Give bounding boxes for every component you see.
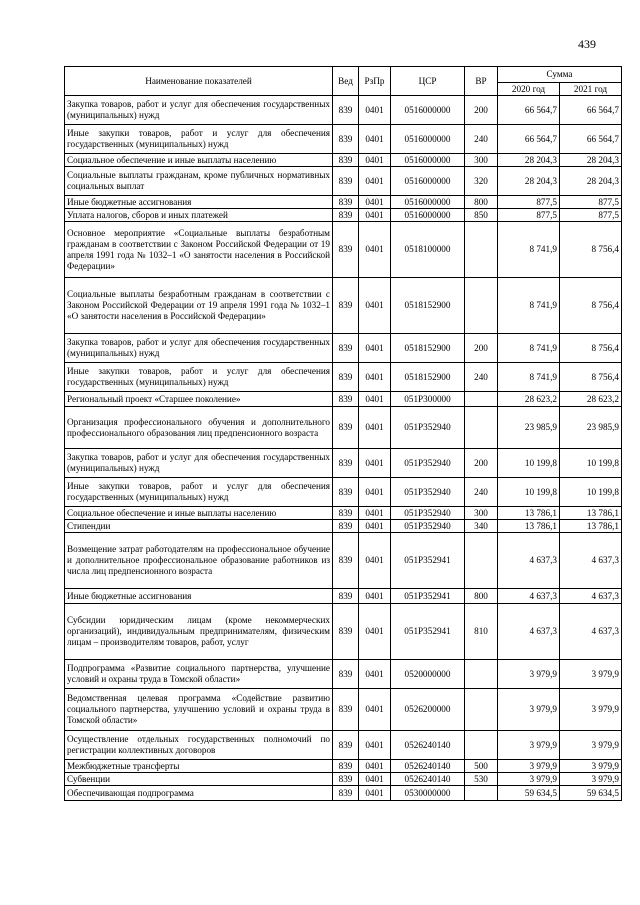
row-vr-cell [465,660,498,689]
row-vr-cell: 800 [465,196,498,209]
row-2021-value: 13 786,1 [560,520,622,533]
row-ved-cell: 839 [333,689,359,731]
row-ved-cell: 839 [333,660,359,689]
row-2020-value: 13 786,1 [498,520,560,533]
row-ved-cell: 839 [333,154,359,167]
header-ved: Вед [333,67,359,96]
row-rzpr-cell: 0401 [359,278,391,334]
row-name-cell: Межбюджетные трансферты [65,760,333,773]
row-2020-value: 3 979,9 [498,689,560,731]
row-2021-value: 10 199,8 [560,478,622,507]
table-row [65,334,622,363]
row-name-cell: Закупка товаров, работ и услуг для обеспечения государственных (муниципальных) нужд [65,334,333,363]
row-rzpr-cell: 0401 [359,520,391,533]
row-ved-cell: 839 [333,196,359,209]
row-vr-cell: 240 [465,478,498,507]
row-name-cell: Стипендии [65,520,333,533]
row-csr-cell: 051P352940 [391,478,465,507]
row-name-cell: Обеспечивающая подпрограмма [65,786,333,801]
table-row [65,760,622,773]
table-row [65,278,622,334]
row-csr-cell: 051P352941 [391,589,465,604]
table-row [65,167,622,196]
row-name-cell: Иные закупки товаров, работ и услуг для обеспечения государственных (муниципальных) нужд [65,478,333,507]
table-row [65,196,622,209]
row-vr-cell: 200 [465,334,498,363]
row-name-cell: Иные бюджетные ассигнования [65,589,333,604]
row-2020-value: 10 199,8 [498,449,560,478]
row-csr-cell: 0518152900 [391,278,465,334]
row-name-cell: Субвенции [65,773,333,786]
row-2021-value: 3 979,9 [560,760,622,773]
row-rzpr-cell: 0401 [359,363,391,392]
row-vr-cell [465,407,498,449]
row-2020-value: 8 741,9 [498,278,560,334]
row-ved-cell: 839 [333,167,359,196]
table-row [65,449,622,478]
row-2021-value: 8 756,4 [560,278,622,334]
table-row [65,589,622,604]
row-rzpr-cell: 0401 [359,407,391,449]
row-csr-cell: 0516000000 [391,196,465,209]
row-vr-cell: 320 [465,167,498,196]
row-2021-value: 10 199,8 [560,449,622,478]
table-row [65,222,622,278]
budget-table [64,66,622,801]
row-name-cell: Закупка товаров, работ и услуг для обеспечения государственных (муниципальных) нужд [65,449,333,478]
table-row [65,392,622,407]
row-rzpr-cell: 0401 [359,449,391,478]
row-name-cell: Подпрограмма «Развитие социального партнерства, улучшение условий и охраны труда в Томской области» [65,660,333,689]
table-row [65,96,622,125]
row-ved-cell: 839 [333,222,359,278]
row-2021-value: 3 979,9 [560,660,622,689]
row-ved-cell: 839 [333,407,359,449]
row-name-cell: Субсидии юридическим лицам (кроме некоммерческих организаций), индивидуальным предпринимателям, физическим лицам – производителям товаров, работ, услуг [65,604,333,660]
row-vr-cell [465,786,498,801]
row-rzpr-cell: 0401 [359,589,391,604]
row-2021-value: 4 637,3 [560,604,622,660]
row-name-cell: Закупка товаров, работ и услуг для обеспечения государственных (муниципальных) нужд [65,96,333,125]
table-row [65,660,622,689]
row-name-cell: Социальное обеспечение и иные выплаты населению [65,507,333,520]
row-vr-cell [465,278,498,334]
row-vr-cell: 800 [465,589,498,604]
row-csr-cell: 0516000000 [391,209,465,222]
header-sum: Сумма [498,67,622,83]
row-csr-cell: 0520000000 [391,660,465,689]
row-csr-cell: 051P352941 [391,604,465,660]
row-vr-cell: 300 [465,154,498,167]
row-2020-value: 28 204,3 [498,167,560,196]
row-ved-cell: 839 [333,209,359,222]
row-csr-cell: 0516000000 [391,154,465,167]
row-ved-cell: 839 [333,449,359,478]
row-2021-value: 8 756,4 [560,334,622,363]
row-name-cell: Социальные выплаты безработным гражданам в соответствии с Законом Российской Федерации от 19 апреля 1991 года № 1032–1 «О занятости населения в Российской Федерации» [65,278,333,334]
row-2020-value: 877,5 [498,196,560,209]
table-row [65,731,622,760]
row-ved-cell: 839 [333,589,359,604]
table-header [65,67,622,96]
row-ved-cell: 839 [333,363,359,392]
table-row [65,154,622,167]
row-ved-cell: 839 [333,478,359,507]
row-ved-cell: 839 [333,96,359,125]
table-row [65,689,622,731]
row-2021-value: 28 204,3 [560,154,622,167]
row-csr-cell: 0530000000 [391,786,465,801]
row-2020-value: 66 564,7 [498,125,560,154]
row-2020-value: 10 199,8 [498,478,560,507]
row-vr-cell: 240 [465,363,498,392]
row-ved-cell: 839 [333,786,359,801]
row-csr-cell: 051P352941 [391,533,465,589]
row-rzpr-cell: 0401 [359,773,391,786]
row-2020-value: 3 979,9 [498,731,560,760]
row-2021-value: 4 637,3 [560,589,622,604]
row-csr-cell: 051P352940 [391,520,465,533]
row-vr-cell: 530 [465,773,498,786]
table-row [65,533,622,589]
row-2020-value: 8 741,9 [498,334,560,363]
row-csr-cell: 0516000000 [391,96,465,125]
row-vr-cell [465,689,498,731]
row-ved-cell: 839 [333,604,359,660]
row-name-cell: Иные закупки товаров, работ и услуг для обеспечения государственных (муниципальных) нужд [65,125,333,154]
row-2021-value: 877,5 [560,196,622,209]
row-csr-cell: 0516000000 [391,125,465,154]
row-name-cell: Основное мероприятие «Социальные выплаты безработным гражданам в соответствии с Законом Российской Федерации от 19 апреля 1991 года № 1032–1 «О занятости населения в Российской Федерации» [65,222,333,278]
header-year-2021: 2021 год [560,83,622,96]
row-2020-value: 13 786,1 [498,507,560,520]
row-2020-value: 3 979,9 [498,660,560,689]
header-rzpr: РзПр [359,67,391,96]
row-csr-cell: 0526240140 [391,760,465,773]
table-row [65,786,622,801]
row-vr-cell [465,533,498,589]
row-vr-cell: 200 [465,96,498,125]
row-2020-value: 4 637,3 [498,533,560,589]
row-vr-cell [465,222,498,278]
header-year-2020: 2020 год [498,83,560,96]
row-name-cell: Возмещение затрат работодателям на профессиональное обучение и дополнительное профессиональное образование работников из числа лиц предпенсионного возраста [65,533,333,589]
row-rzpr-cell: 0401 [359,154,391,167]
row-rzpr-cell: 0401 [359,209,391,222]
row-name-cell: Региональный проект «Старшее поколение» [65,392,333,407]
row-name-cell: Иные бюджетные ассигнования [65,196,333,209]
row-rzpr-cell: 0401 [359,660,391,689]
row-csr-cell: 0518152900 [391,334,465,363]
row-rzpr-cell: 0401 [359,222,391,278]
table-row [65,773,622,786]
table-row [65,125,622,154]
row-rzpr-cell: 0401 [359,760,391,773]
row-ved-cell: 839 [333,533,359,589]
row-ved-cell: 839 [333,334,359,363]
page-number: 439 [578,37,596,51]
row-rzpr-cell: 0401 [359,786,391,801]
row-csr-cell: 0516000000 [391,167,465,196]
row-vr-cell [465,392,498,407]
row-vr-cell: 300 [465,507,498,520]
row-vr-cell: 200 [465,449,498,478]
table-row [65,604,622,660]
row-2020-value: 23 985,9 [498,407,560,449]
row-2020-value: 66 564,7 [498,96,560,125]
row-ved-cell: 839 [333,507,359,520]
row-rzpr-cell: 0401 [359,125,391,154]
row-2021-value: 23 985,9 [560,407,622,449]
table-body [65,96,622,801]
row-2021-value: 13 786,1 [560,507,622,520]
row-csr-cell: 0526240140 [391,731,465,760]
row-rzpr-cell: 0401 [359,533,391,589]
row-rzpr-cell: 0401 [359,604,391,660]
row-vr-cell: 240 [465,125,498,154]
row-2021-value: 66 564,7 [560,96,622,125]
row-rzpr-cell: 0401 [359,334,391,363]
row-name-cell: Организация профессионального обучения и дополнительного профессионального образования лиц предпенсионного возраста [65,407,333,449]
row-2021-value: 3 979,9 [560,689,622,731]
row-ved-cell: 839 [333,125,359,154]
row-2021-value: 28 623,2 [560,392,622,407]
row-ved-cell: 839 [333,520,359,533]
table-row [65,478,622,507]
row-2020-value: 877,5 [498,209,560,222]
row-2020-value: 28 623,2 [498,392,560,407]
row-vr-cell: 810 [465,604,498,660]
header-csr: ЦСР [391,67,465,96]
row-csr-cell: 0518152900 [391,363,465,392]
row-2020-value: 28 204,3 [498,154,560,167]
row-rzpr-cell: 0401 [359,507,391,520]
row-csr-cell: 0526240140 [391,773,465,786]
row-rzpr-cell: 0401 [359,478,391,507]
row-2021-value: 8 756,4 [560,222,622,278]
row-vr-cell [465,731,498,760]
row-csr-cell: 051P300000 [391,392,465,407]
row-2021-value: 877,5 [560,209,622,222]
row-name-cell: Осуществление отдельных государственных полномочий по регистрации коллективных договоров [65,731,333,760]
row-ved-cell: 839 [333,392,359,407]
row-csr-cell: 051P352940 [391,449,465,478]
row-2021-value: 4 637,3 [560,533,622,589]
row-csr-cell: 0518100000 [391,222,465,278]
row-ved-cell: 839 [333,731,359,760]
row-2020-value: 3 979,9 [498,773,560,786]
row-2021-value: 8 756,4 [560,363,622,392]
row-name-cell: Уплата налогов, сборов и иных платежей [65,209,333,222]
row-ved-cell: 839 [333,278,359,334]
table-row [65,209,622,222]
row-2020-value: 3 979,9 [498,760,560,773]
row-rzpr-cell: 0401 [359,167,391,196]
row-rzpr-cell: 0401 [359,196,391,209]
row-vr-cell: 500 [465,760,498,773]
row-2021-value: 3 979,9 [560,731,622,760]
row-csr-cell: 051P352940 [391,507,465,520]
row-rzpr-cell: 0401 [359,96,391,125]
row-2020-value: 4 637,3 [498,604,560,660]
row-2021-value: 28 204,3 [560,167,622,196]
row-csr-cell: 051P352940 [391,407,465,449]
row-name-cell: Ведомственная целевая программа «Содействие развитию социального партнерства, улучшению условий и охраны труда в Томской области» [65,689,333,731]
row-2021-value: 59 634,5 [560,786,622,801]
row-name-cell: Социальное обеспечение и иные выплаты населению [65,154,333,167]
row-name-cell: Социальные выплаты гражданам, кроме публичных нормативных социальных выплат [65,167,333,196]
row-vr-cell: 850 [465,209,498,222]
row-rzpr-cell: 0401 [359,689,391,731]
row-ved-cell: 839 [333,773,359,786]
row-2020-value: 4 637,3 [498,589,560,604]
table-row [65,520,622,533]
table-row [65,407,622,449]
table-row [65,363,622,392]
row-rzpr-cell: 0401 [359,392,391,407]
row-csr-cell: 0526200000 [391,689,465,731]
row-2020-value: 59 634,5 [498,786,560,801]
row-vr-cell: 340 [465,520,498,533]
row-2021-value: 3 979,9 [560,773,622,786]
row-2020-value: 8 741,9 [498,222,560,278]
header-vr: ВР [465,67,498,96]
row-2021-value: 66 564,7 [560,125,622,154]
table-row [65,507,622,520]
row-rzpr-cell: 0401 [359,731,391,760]
row-name-cell: Иные закупки товаров, работ и услуг для обеспечения государственных (муниципальных) нужд [65,363,333,392]
row-ved-cell: 839 [333,760,359,773]
header-name: Наименование показателей [65,67,333,96]
row-2020-value: 8 741,9 [498,363,560,392]
